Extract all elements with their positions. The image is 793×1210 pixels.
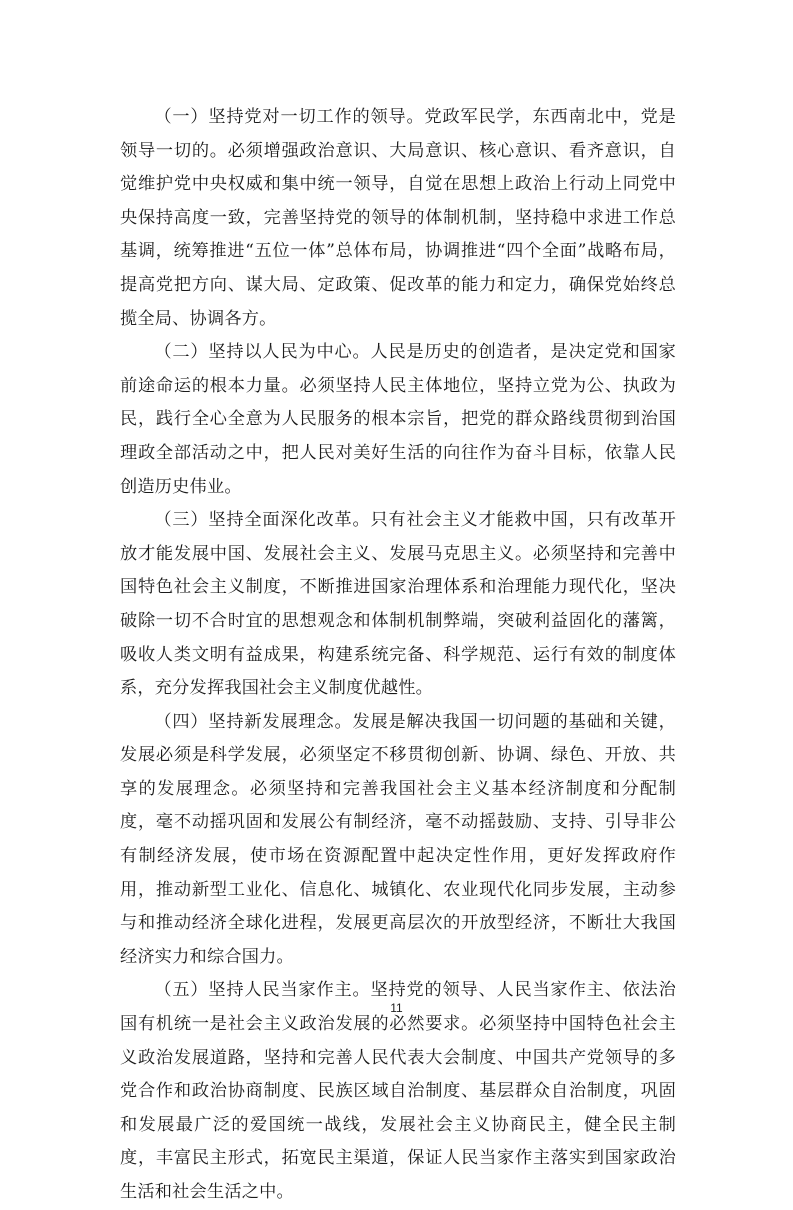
paragraph-deepening-reform: （三）坚持全面深化改革。只有社会主义才能救中国，只有改革开放才能发展中国、发展社会主义、发展马克思主义。必须坚持和完善中国特色社会主义制度，不断推进国家治理体系和治理能力现代化，坚决破除一切不合时宜的思想观念和体制机制弊端，突破利益固化的藩篱，吸收人类文明有益成果，构建系统完备、科学规范、运行有效的制度体系，充分发挥我国社会主义制度优越性。	[120, 510, 676, 699]
paragraph-people-centered: （二）坚持以人民为中心。人民是历史的创造者，是决定党和国家前途命运的根本力量。必须坚持人民主体地位，坚持立党为公、执政为民，践行全心全意为人民服务的根本宗旨，把党的群众路线贯彻到治国理政全部活动之中，把人民对美好生活的向往作为奋斗目标，依靠人民创造历史伟业。	[120, 342, 676, 497]
paragraph-people-as-masters: （五）坚持人民当家作主。坚持党的领导、人民当家作主、依法治国有机统一是社会主义政治发展的必然要求。必须坚持中国特色社会主义政治发展道路，坚持和完善人民代表大会制度、中国共产党领导的多党合作和政治协商制度、民族区域自治制度、基层群众自治制度，巩固和发展最广泛的爱国统一战线，发展社会主义协商民主，健全民主制度，丰富民主形式，拓宽民主渠道，保证人民当家作主落实到国家政治生活和社会生活之中。	[120, 980, 676, 1202]
paragraph-party-leadership: （一）坚持党对一切工作的领导。党政军民学，东西南北中，党是领导一切的。必须增强政治意识、大局意识、核心意识、看齐意识，自觉维护党中央权威和集中统一领导，自觉在思想上政治上行动上同党中央保持高度一致，完善坚持党的领导的体制机制，坚持稳中求进工作总基调，统筹推进“五位一体”总体布局，协调推进“四个全面”战略布局，提高党把方向、谋大局、定政策、促改革的能力和定力，确保党始终总揽全局、协调各方。	[120, 107, 676, 329]
page-number: 11	[390, 1001, 403, 1015]
document-body	[120, 101, 676, 1210]
paragraph-new-development-concept: （四）坚持新发展理念。发展是解决我国一切问题的基础和关键，发展必须是科学发展，必须坚定不移贯彻创新、协调、绿色、开放、共享的发展理念。必须坚持和完善我国社会主义基本经济制度和分配制度，毫不动摇巩固和发展公有制经济，毫不动摇鼓励、支持、引导非公有制经济发展，使市场在资源配置中起决定性作用，更好发挥政府作用，推动新型工业化、信息化、城镇化、农业现代化同步发展，主动参与和推动经济全球化进程，发展更高层次的开放型经济，不断壮大我国经济实力和综合国力。	[120, 711, 676, 967]
